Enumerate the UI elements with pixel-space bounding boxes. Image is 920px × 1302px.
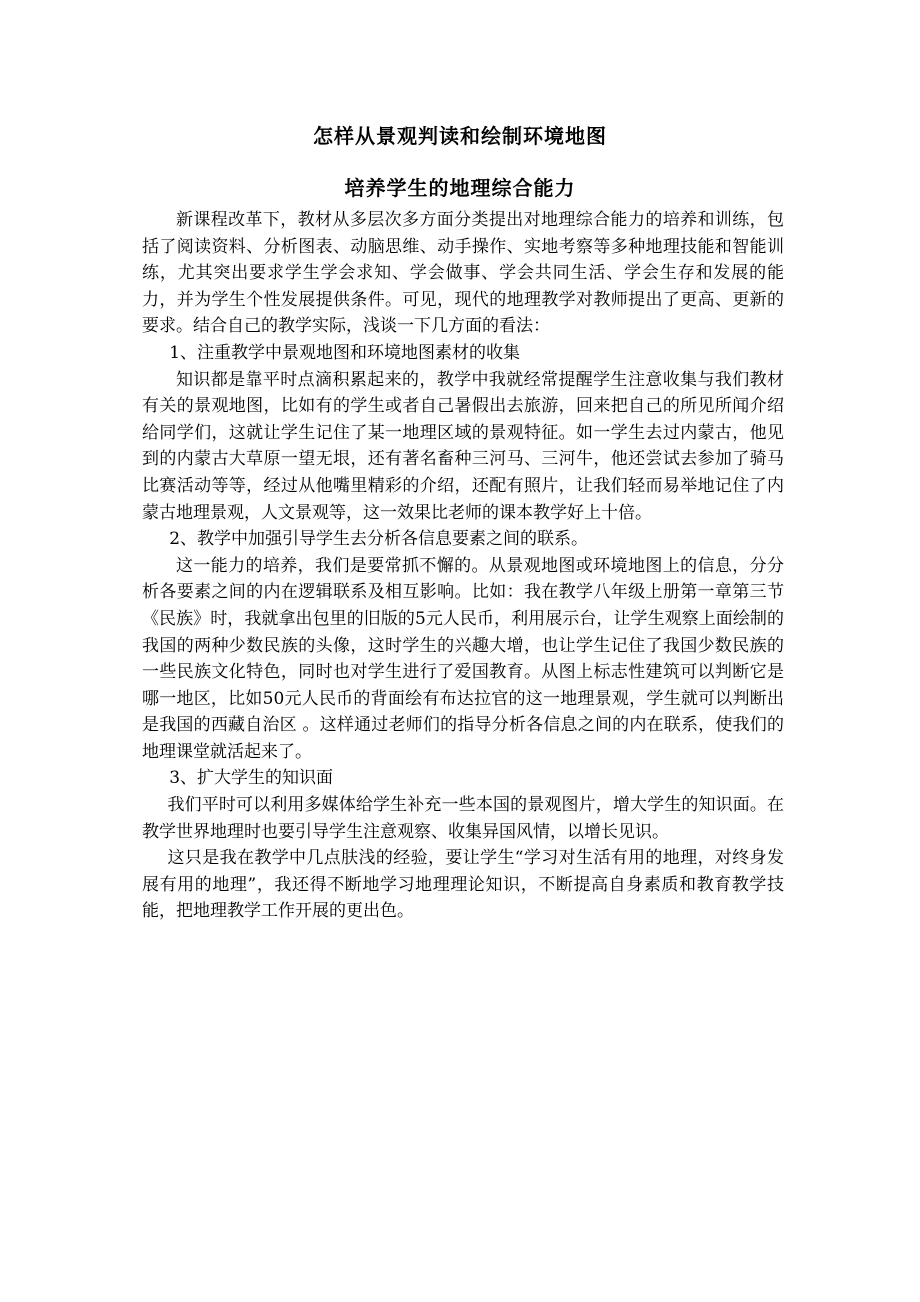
conclusion-paragraph: 这只是我在教学中几点肤浅的经验，要让学生“学习对生活有用的地理，对终身发展有用的地理”，我还得不断地学习地理理论知识，不断提高自身素质和教育教学技能，把地理教学工作开展的更出色。 <box>142 848 784 922</box>
section-heading-3: 3、扩大学生的知识面 <box>169 768 334 789</box>
section-3-paragraph: 我们平时可以利用多媒体给学生补充一些本国的景观图片，增大学生的知识面。在教学世界地理时也要引导学生注意观察、收集异国风情，以增长见识。 <box>142 795 784 842</box>
section-1-paragraph: 知识都是靠平时点滴积累起来的，教学中我就经常提醒学生注意收集与我们教材有关的景观地图，比如有的学生或者自己暑假出去旅游，回来把自己的所见所闻介绍给同学们，这就让学生记住了某一地理区域的景观特征。如一学生去过内蒙古，他见到的内蒙古大草原一望无垠，还有著名畜种三河马、三河牛，他还尝试去参加了骑马比赛活动等等，经过从他嘴里精彩的介绍，还配有照片，让我们轻而易举地记住了内蒙古地理景观，人文景观等，这一效果比老师的课本教学好上十倍。 <box>142 369 784 523</box>
intro-paragraph: 新课程改革下，教材从多层次多方面分类提出对地理综合能力的培养和训练，包括了阅读资料、分析图表、动脑思维、动手操作、实地考察等多种地理技能和智能训练，尤其突出要求学生学会求知、学会做事、学会共同生活、学会生存和发展的能力，并为学生个性发展提供条件。可见，现代的地理教学对教师提出了更高、更新的要求。结合自己的教学实际，浅谈一下几方面的看法： <box>142 210 784 337</box>
document-subtitle: 培养学生的地理综合能力 <box>344 176 576 200</box>
section-heading-2: 2、教学中加强引导学生去分析各信息要素之间的联系。 <box>169 529 589 550</box>
document-title: 怎样从景观判读和绘制环境地图 <box>313 124 607 148</box>
section-2-paragraph: 这一能力的培养，我们是要常抓不懈的。从景观地图或环境地图上的信息，分分析各要素之间的内在逻辑联系及相互影响。比如：我在教学八年级上册第一章第三节《民族》时，我就拿出包里的旧版的5元人民币，利用展示台，让学生观察上面绘制的我国的两种少数民族的头像，这时学生的兴趣大增，也让学生记住了我国少数民族的一些民族文化特色，同时也对学生进行了爱国教育。从图上标志性建筑可以判断它是哪一地区，比如50元人民币的背面绘有布达拉官的这一地理景观，学生就可以判断出是我国的西藏自治区 。这样通过老师们的指导分析各信息之间的内在联系，使我们的地理课堂就活起来了。 <box>142 555 784 762</box>
document-body <box>142 207 784 925</box>
section-heading-1: 1、注重教学中景观地图和环境地图素材的收集 <box>169 342 521 363</box>
